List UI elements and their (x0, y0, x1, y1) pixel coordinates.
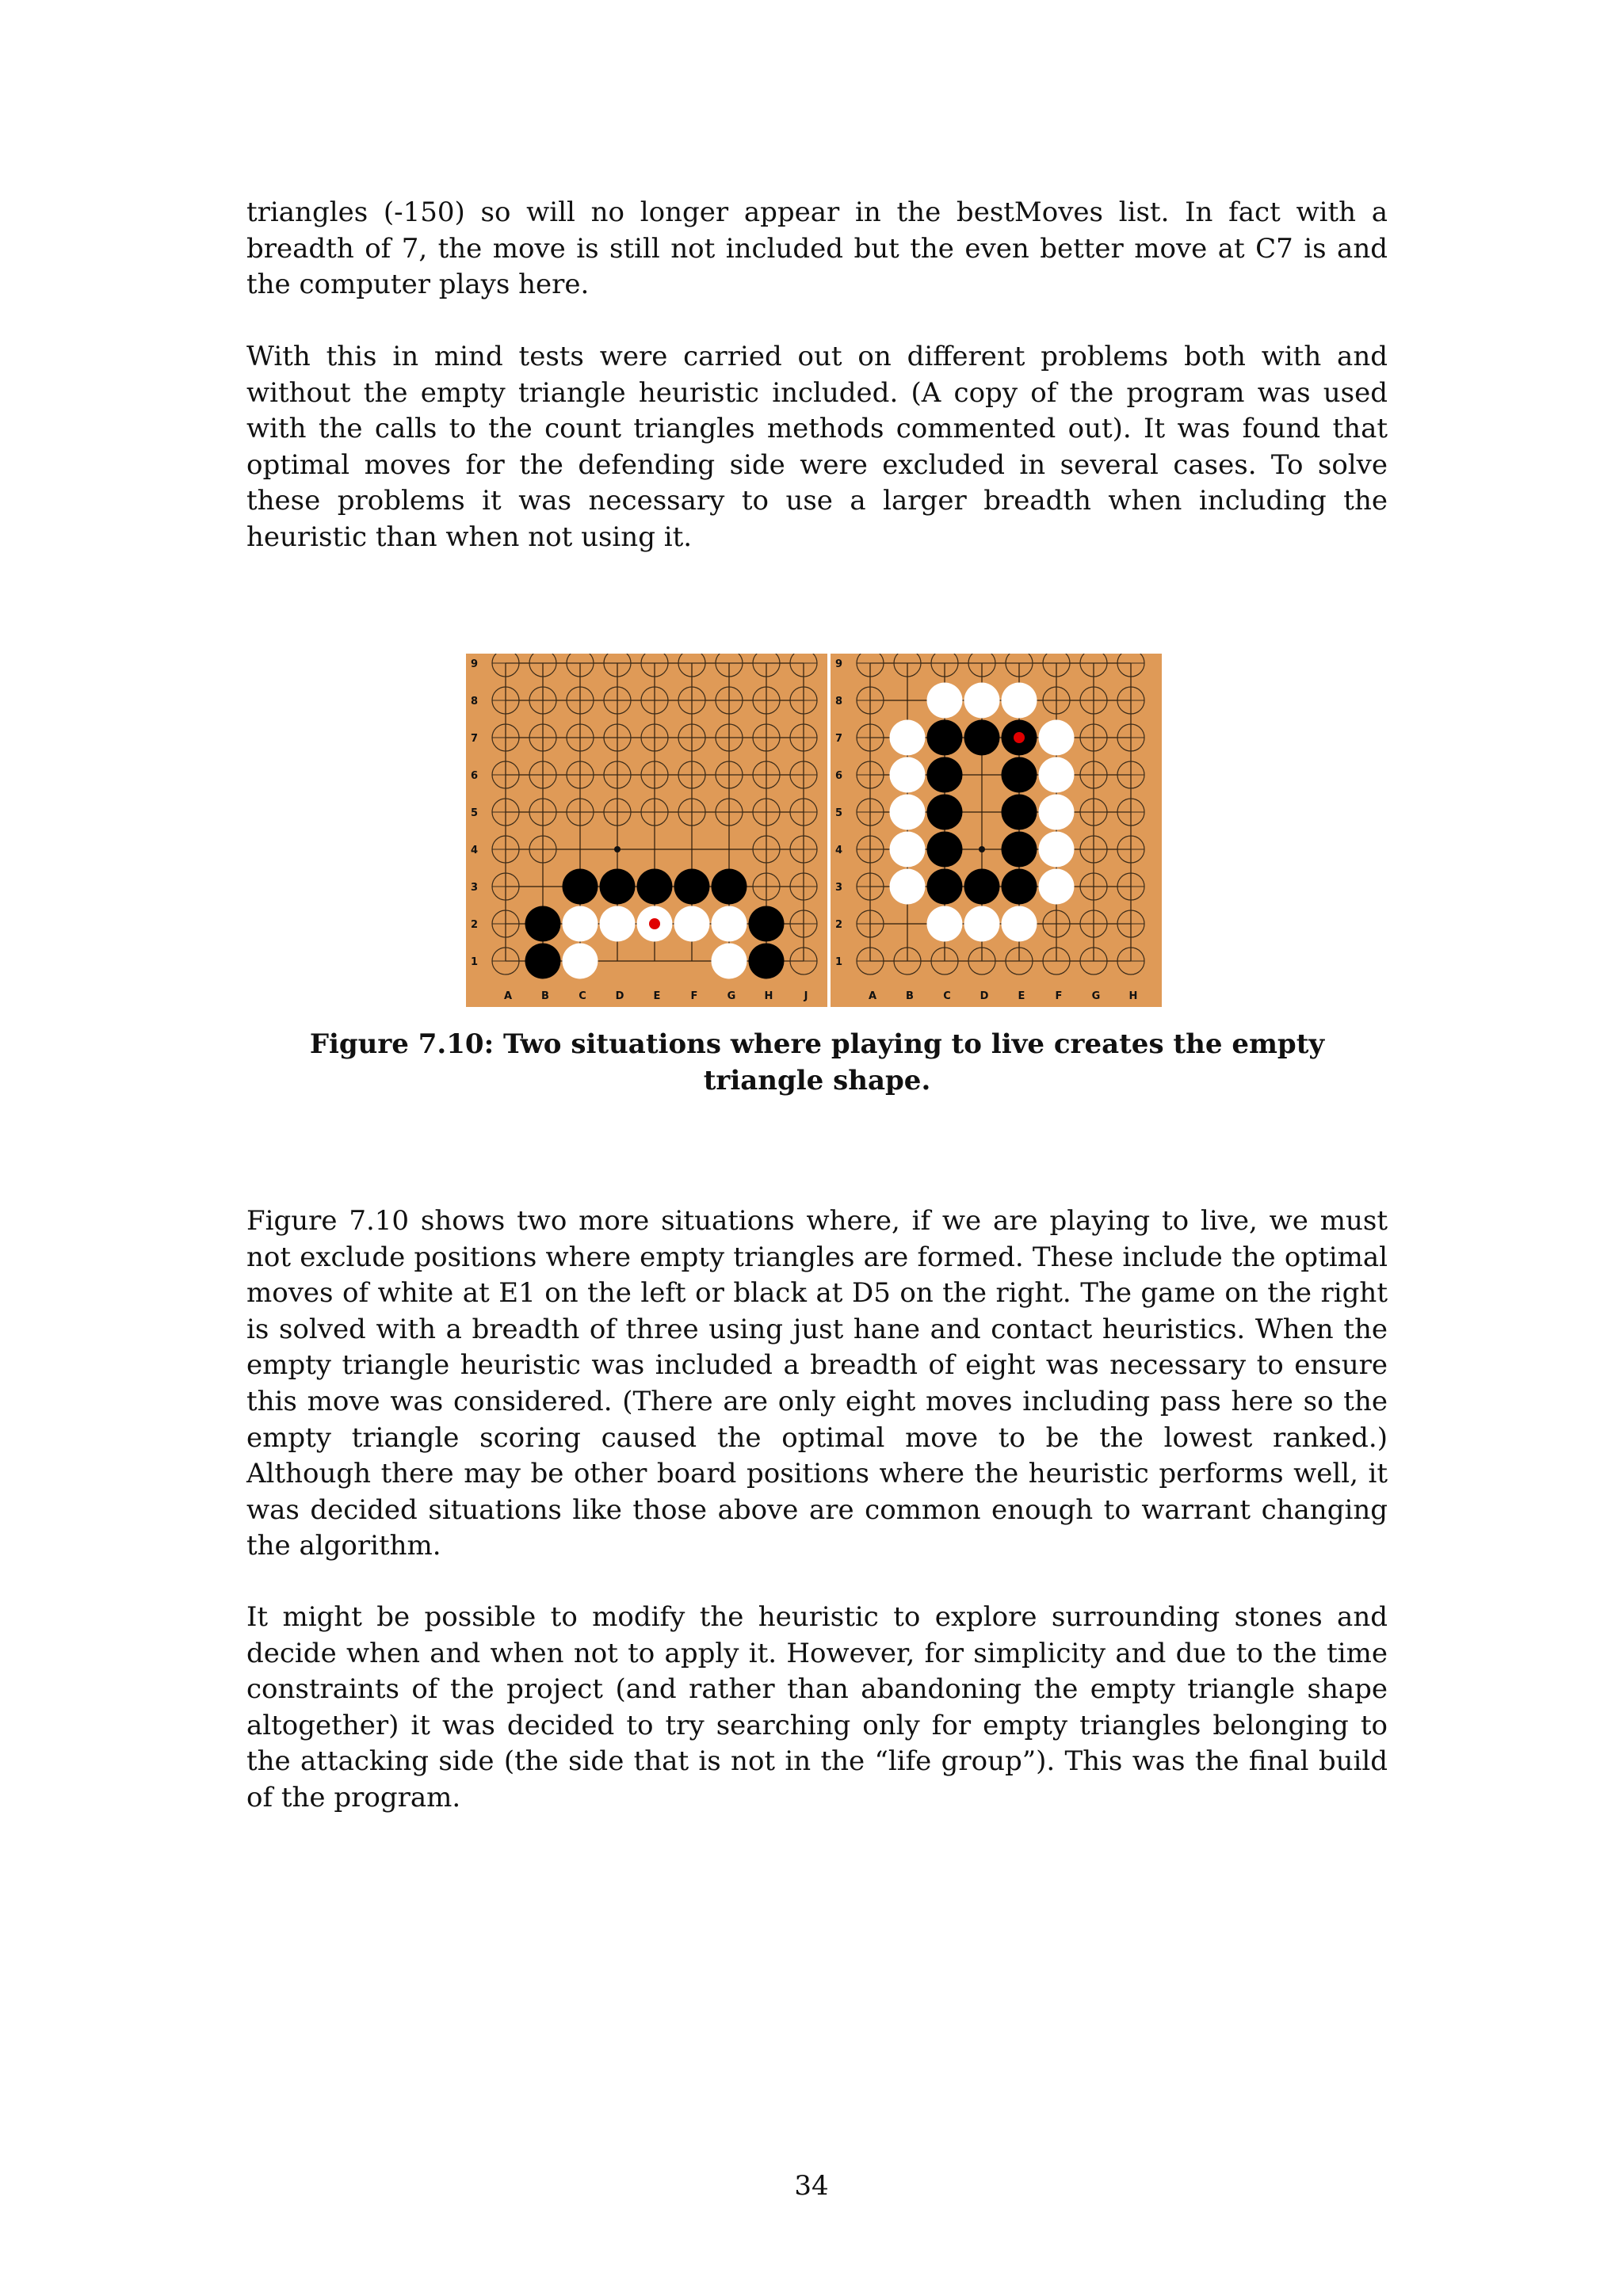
row-label: 7 (835, 733, 843, 745)
row-label: 2 (835, 919, 843, 931)
white-stone (890, 869, 926, 905)
white-stone (1039, 832, 1075, 868)
figure-caption-line-1: Figure 7.10: Two situations where playing to live creates the empty (309, 1028, 1325, 1060)
row-label: 3 (471, 882, 479, 894)
column-label: J (804, 990, 808, 1002)
white-stone (890, 757, 926, 793)
black-stone (927, 795, 963, 830)
black-stone (525, 944, 561, 979)
white-stone (674, 906, 710, 942)
row-label: 5 (471, 807, 479, 819)
black-stone (927, 869, 963, 905)
column-label: D (980, 990, 989, 1002)
column-label: D (615, 990, 624, 1002)
row-label: 5 (835, 807, 843, 819)
white-stone (927, 906, 963, 942)
row-label: 7 (471, 733, 479, 745)
black-stone (1002, 757, 1037, 793)
row-label: 9 (835, 658, 843, 670)
white-stone (563, 906, 598, 942)
white-stone (563, 944, 598, 979)
black-stone (927, 757, 963, 793)
last-move-marker (649, 918, 660, 929)
white-stone (964, 906, 1000, 942)
paragraph-3: Figure 7.10 shows two more situations where, if we are playing to live, we must not exclude positions where empty triangles are formed. These include the optimal moves of white at E1 on the left or black at D5 on the right. The game on the right is solved with a breadth of three using just hane and contact heuristics. When the empty triangle heuristic was included a breadth of eight was necessary to ensure this move was considered. (There are only eight moves including pass here so the empty triangle scoring caused the optimal move to be the lowest ranked.) Although there may be other board positions where the heuristic performs well, it was decided situations like those above are common enough to warrant changing the algorithm. (246, 1205, 1388, 1562)
column-label: H (764, 990, 773, 1002)
white-stone (1039, 757, 1075, 793)
row-label: 4 (835, 845, 843, 856)
paragraph-1: triangles (-150) so will no longer appear in the bestMoves list. In fact with a breadth of 7, the move is still not included but the even better move at C7 is and the computer plays here. (246, 196, 1388, 301)
white-stone (712, 906, 747, 942)
paragraph-4: It might be possible to modify the heuristic to explore surrounding stones and decide when and when not to apply it. However, for simplicity and due to the time constraints of the project (and rather than abandoning the empty triangle shape altogether) it was decided to try searching only for empty triangles belonging to the attacking side (the side that is not in the “life group”). This was the final build of the program. (246, 1601, 1388, 1814)
black-stone (964, 869, 1000, 905)
black-stone (637, 869, 673, 905)
column-label: B (906, 990, 914, 1002)
row-label: 8 (835, 696, 843, 707)
column-label: F (1055, 990, 1063, 1002)
white-stone (1039, 795, 1075, 830)
black-stone (674, 869, 710, 905)
black-stone (927, 832, 963, 868)
black-stone (600, 869, 636, 905)
figure-go-boards (466, 654, 1162, 1007)
row-label: 1 (471, 956, 479, 968)
white-stone (1002, 683, 1037, 719)
column-label: C (943, 990, 951, 1002)
star-point (979, 846, 985, 852)
column-label: H (1128, 990, 1138, 1002)
star-point (614, 846, 621, 852)
column-label: A (868, 990, 877, 1002)
black-stone (1002, 869, 1037, 905)
black-stone (712, 869, 747, 905)
last-move-marker (1014, 732, 1025, 743)
column-label: A (503, 990, 513, 1002)
column-label: E (653, 990, 661, 1002)
row-label: 9 (471, 658, 479, 670)
row-label: 6 (471, 770, 479, 782)
figure-caption-line-2: triangle shape. (703, 1065, 931, 1097)
column-label: G (1091, 990, 1101, 1002)
white-stone (712, 944, 747, 979)
white-stone (1039, 869, 1075, 905)
go-board-1 (466, 654, 827, 1007)
row-label: 4 (471, 845, 479, 856)
black-stone (749, 906, 785, 942)
column-label: G (727, 990, 736, 1002)
paragraph-2: With this in mind tests were carried out on different problems both with and without the empty triangle heuristic included. (A copy of the program was used with the calls to the count triangles methods commented out). It was found that optimal moves for the defending side were excluded in several cases. To solve these problems it was necessary to use a larger breadth when including the heuristic than when not using it. (246, 341, 1388, 553)
white-stone (600, 906, 636, 942)
row-label: 3 (835, 882, 843, 894)
black-stone (927, 720, 963, 756)
go-board-2 (831, 654, 1162, 1007)
black-stone (1002, 832, 1037, 868)
white-stone (890, 832, 926, 868)
white-stone (1002, 906, 1037, 942)
column-label: E (1018, 990, 1025, 1002)
black-stone (1002, 795, 1037, 830)
column-label: B (541, 990, 549, 1002)
column-label: F (690, 990, 698, 1002)
white-stone (927, 683, 963, 719)
row-label: 6 (835, 770, 843, 782)
black-stone (964, 720, 1000, 756)
page-number: 34 (794, 2170, 829, 2202)
row-label: 2 (471, 919, 479, 931)
white-stone (890, 795, 926, 830)
black-stone (563, 869, 598, 905)
row-label: 8 (471, 696, 479, 707)
white-stone (1039, 720, 1075, 756)
row-label: 1 (835, 956, 843, 968)
black-stone (749, 944, 785, 979)
white-stone (964, 683, 1000, 719)
white-stone (890, 720, 926, 756)
figure-caption (246, 1026, 1388, 1099)
black-stone (525, 906, 561, 942)
column-label: C (579, 990, 586, 1002)
